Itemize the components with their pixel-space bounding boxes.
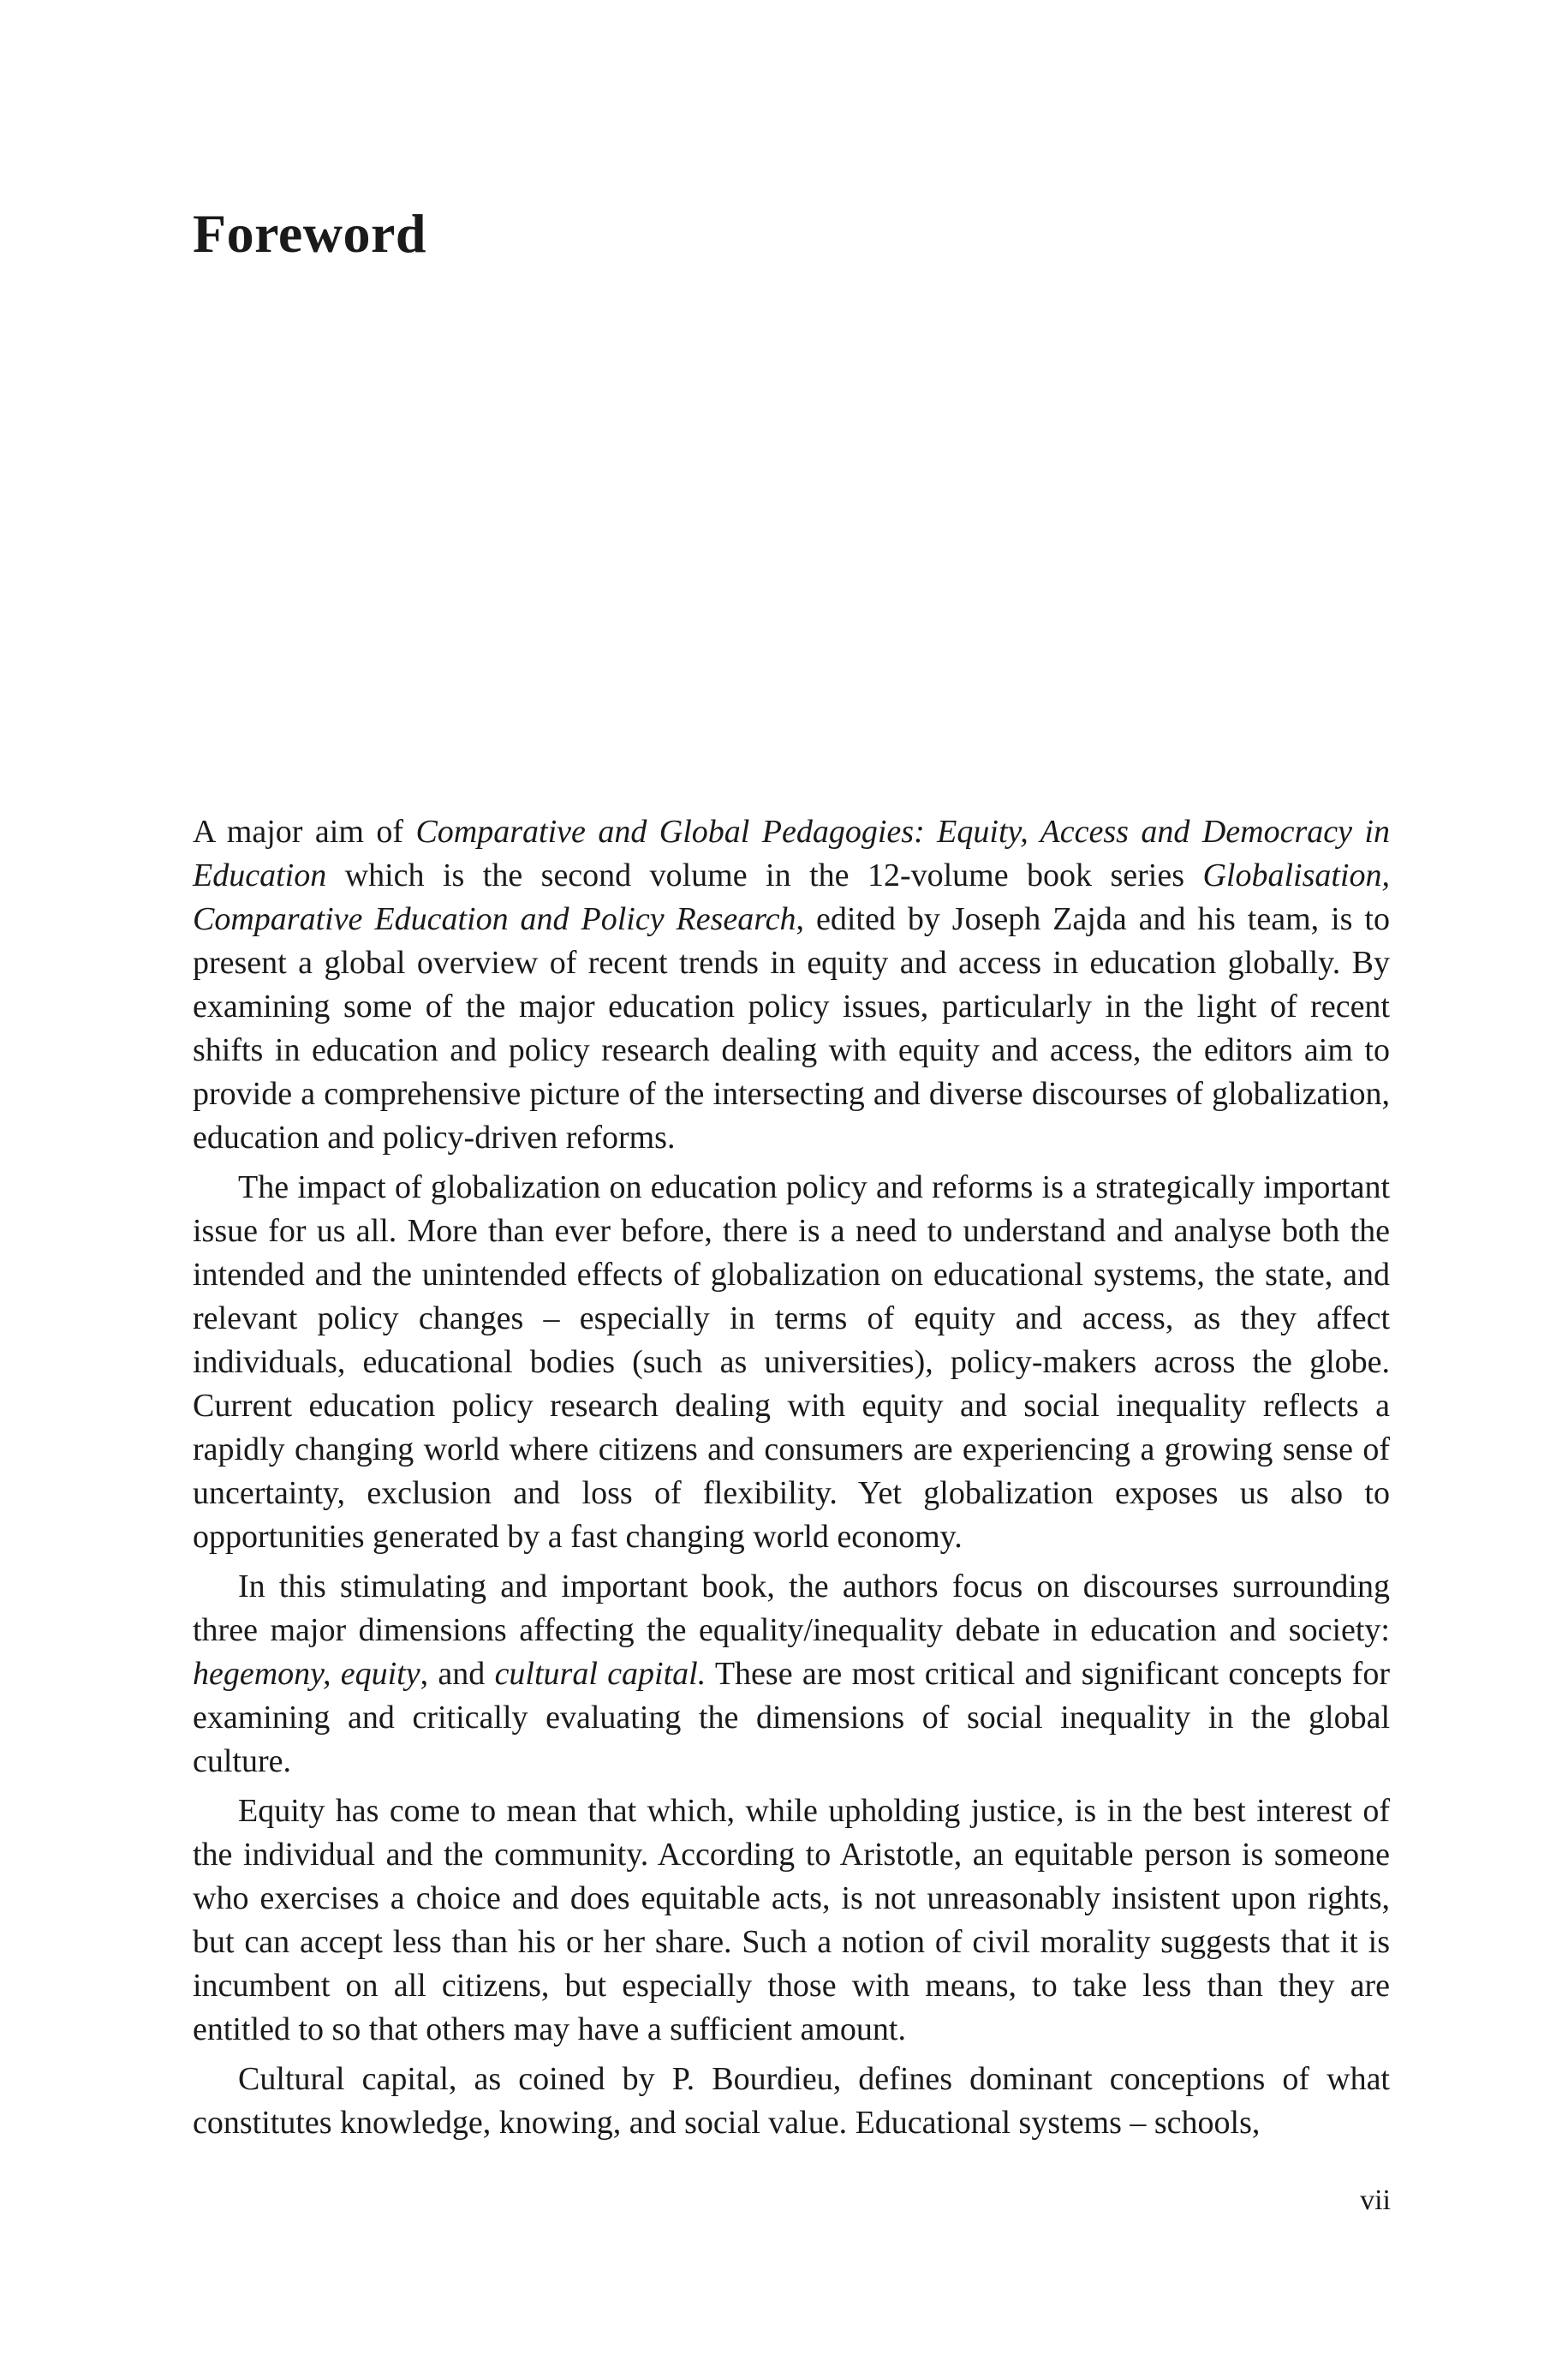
series-title: Globalisation, Comparative Education and Policy Research bbox=[193, 857, 1390, 937]
paragraph-5: Cultural capital, as coined by P. Bourdieu, defines dominant conceptions of what constitutes knowledge, knowing, and social value. Educational systems – schools, bbox=[193, 2061, 1390, 2141]
paragraph-3-sep: , and bbox=[420, 1656, 495, 1692]
paragraph-3-intro: In this stimulating and important book, the authors focus on discourses surrounding three major dimensions affecting the equality/inequality debate in education and society: bbox=[193, 1568, 1390, 1648]
paragraph-3-rest: These are most critical and significant concepts for examining and critically evaluating the dimensions of social inequality in the global culture. bbox=[193, 1656, 1390, 1779]
paragraph-1-intro: A major aim of bbox=[193, 814, 416, 850]
term-cultural-capital: cultural capital. bbox=[494, 1656, 706, 1692]
paragraph-4: Equity has come to mean that which, while upholding justice, is in the best interest of the individual and the community. According to Aristotle, an equitable person is someone who exercises a choice and does equitable acts, is not unreasonably insistent upon rights, but can accept less than his or her share. Such a notion of civil morality suggests that it is incumbent on all citizens, but especially those with means, to take less than they are entitled to so that others may have a sufficient amount. bbox=[193, 1793, 1390, 2047]
paragraph-1-mid: which is the second volume in the 12-volume book series bbox=[326, 857, 1203, 893]
page-number: vii bbox=[1360, 2184, 1391, 2216]
page-title: Foreword bbox=[193, 203, 426, 264]
paragraph-3 bbox=[193, 1565, 1390, 1784]
paragraph-1 bbox=[193, 810, 1390, 1160]
term-hegemony-equity: hegemony, equity bbox=[193, 1656, 420, 1692]
volume-title: Comparative and Global Pedagogies: Equity, Access and Democracy in Education bbox=[193, 814, 1390, 893]
foreword-body bbox=[193, 810, 1390, 2151]
paragraph-2: The impact of globalization on education policy and reforms is a strategically important issue for us all. More than ever before, there is a need to understand and analyse both the intended and the unintended effects of globalization on educational systems, the state, and relevant policy changes – especially in terms of equity and access, as they affect individuals, educational bodies (such as universities), policy-makers across the globe. Current education policy research dealing with equity and social inequality reflects a rapidly changing world where citizens and consumers are experiencing a growing sense of uncertainty, exclusion and loss of flexibility. Yet globalization exposes us also to opportunities generated by a fast changing world economy. bbox=[193, 1169, 1390, 1555]
paragraph-1-rest: , edited by Joseph Zajda and his team, is to present a global overview of recent trends in equity and access in education globally. By examining some of the major education policy issues, particularly in the light of recent shifts in education and policy research dealing with equity and access, the editors aim to provide a comprehensive picture of the intersecting and diverse discourses of globalization, education and policy-driven reforms. bbox=[193, 901, 1390, 1156]
